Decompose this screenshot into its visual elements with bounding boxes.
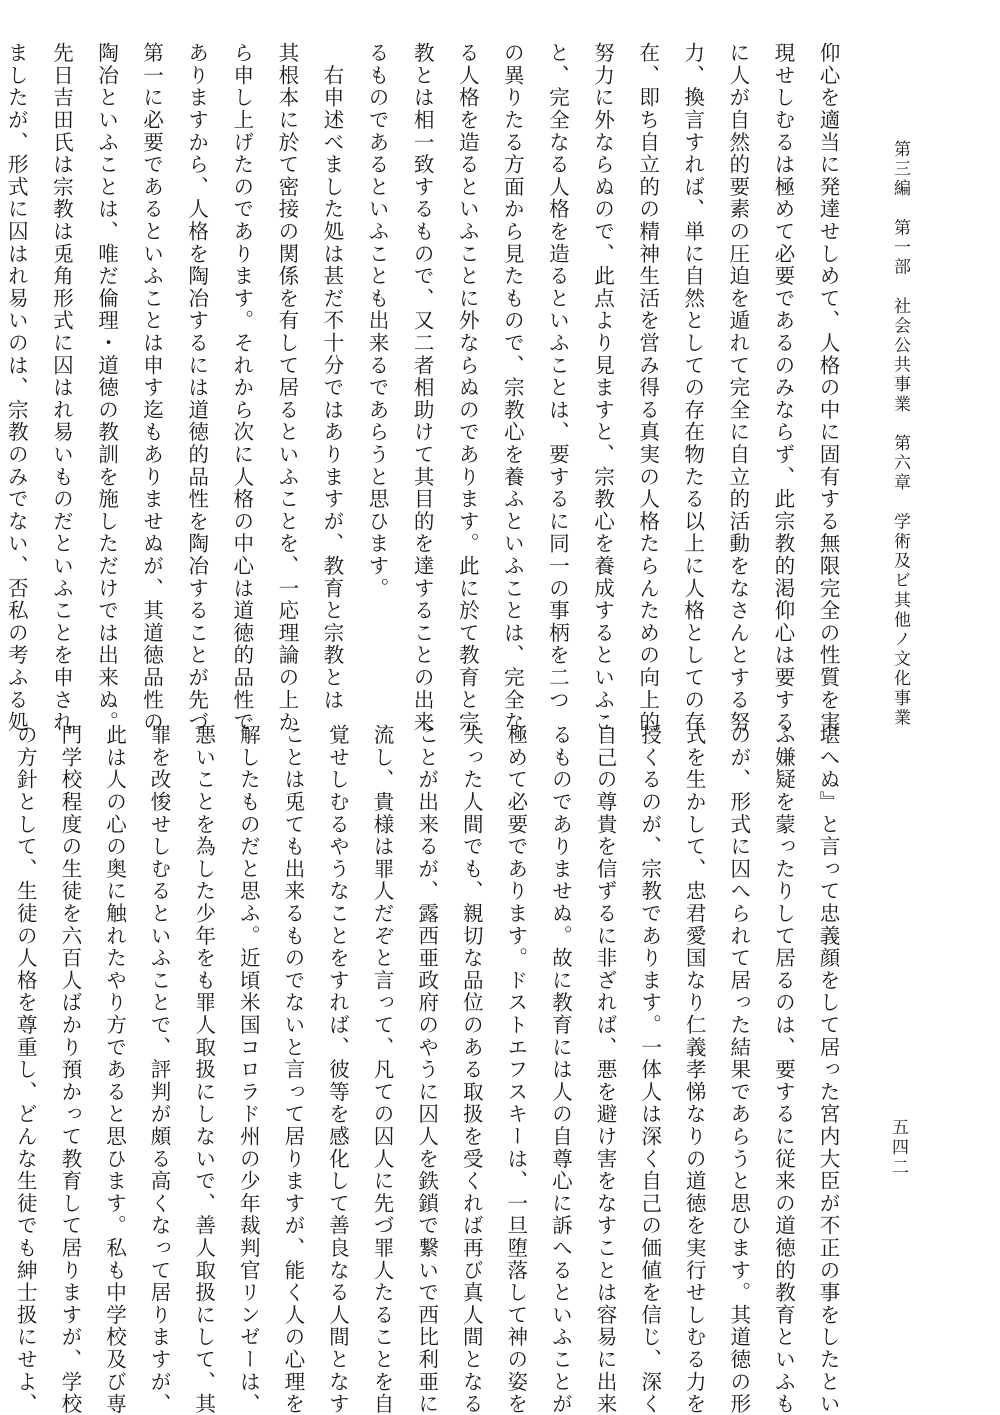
upper-text-block [0,42,850,734]
text-line: 悪いことを為した少年をも罪人取扱にしないで、善人取扱にして、其 [191,724,216,1415]
text-line: 式を生かして、忠君愛国なり仁義孝悌なりの道徳を実行せしむる力を [682,724,707,1415]
text-line: るものであるといふことも出来るであらうと思ひます。 [365,42,390,600]
text-line: の方針として、生徒の人格を尊重し、どんな生徒でも紳士扱にせよ、 [13,724,38,1415]
text-line: ことは兎ても出来るものでないと言って居りますが、能く人の心理を [280,724,305,1415]
text-line: 此は人の心の奥に触れたやり方であると思ひます。私も中学校及び専 [102,724,127,1415]
text-line: ことが出来るが、露西亜政府のやうに囚人を鉄鎖で繋いで西比利亜に [414,724,439,1415]
text-line: 授くるのが、宗教であります。一体人は深く自己の価値を信じ、深く [637,724,662,1415]
text-line: 現せしむるは極めて必要であるのみならず、此宗教的渇仰心は要する [770,42,795,734]
page-number: 五四二 [888,1118,908,1178]
text-line: 自己の尊貴を信ずるに非ざれば、悪を避け害をなすことは容易に出来 [593,724,618,1415]
lower-text-block [0,724,850,1415]
text-line: 在、即ち自立的の精神生活を営み得る真実の人格たらんための向上的 [635,42,660,734]
text-line: るものでありませぬ。故に教育には人の自尊心に訴へるといふことが [548,724,573,1415]
text-line: のが、形式に囚へられて居った結果であらうと思ひます。其道徳の形 [726,724,751,1415]
text-line: 失った人間でも、親切な品位のある取扱を受くれば再び真人間となる [459,724,484,1415]
text-line: 陶冶といふことは、唯だ倫理・道徳の教訓を施しただけでは出来ぬ。 [94,42,119,734]
text-line: ありますから、人格を陶冶するには道徳的品性を陶冶することが先づ [184,42,209,734]
text-line: 仰心を適当に発達せしめて、人格の中に固有する無限完全の性質を実 [816,42,840,734]
text-line: の異りたる方面から見たもので、宗教心を養ふといふことは、完全な [500,42,525,734]
text-line: 力、換言すれば、単に自然としての存在物たる以上に人格としての存 [680,42,705,734]
text-line: 罪を改悛せしむるといふことで、評判が頗る高くなって居りますが、 [147,724,172,1415]
text-line: と、完全なる人格を造るといふことは、要するに同一の事柄を二つ [545,42,570,711]
text-line: 流し、貴様は罪人だぞと言って、凡ての囚人に先づ罪人たることを自 [370,724,395,1415]
text-line: 先日吉田氏は宗教は兎角形式に囚はれ易いものだといふことを申され [49,42,74,734]
text-line: 教とは相一致するもので、又二者相助けて其目的を達することの出来 [410,42,435,734]
text-line: 解したものだと思ふ。近頃米国コロラド州の少年裁判官リンゼーは、 [236,724,261,1415]
text-line: 覚せしむるやうなことをすれば、彼等を感化して善良なる人間となす [325,724,350,1415]
text-line: 堪へぬ』と言って忠義顔をして居った宮内大臣が不正の事をしたとい [816,724,840,1415]
text-line: に人が自然的要素の圧迫を遁れて完全に自立的活動をなさんとする努 [725,42,750,734]
text-line: 極めて必要であります。ドストエフスキーは、一旦堕落して神の姿を [503,724,528,1415]
text-line: 門学校程度の生徒を六百人ばかり預かって教育して居りますが、学校 [57,724,82,1415]
text-line: ら申し上げたのであります。それから次に人格の中心は道徳的品性で [229,42,254,734]
text-line: 右申述べました処は甚だ不十分ではありますが、教育と宗教とは [319,42,344,711]
text-line: 第一に必要であるといふことは申す迄もありませぬが、其道徳品性の [139,42,164,734]
running-header: 第三編 第一部 社会公共事業 第六章 学術及ビ其他ノ文化事業 [890,140,910,728]
text-line: る人格を造るといふことに外ならぬのであります。此に於て教育と宗 [455,42,480,734]
text-line: ましたが、形式に囚はれ易いのは、宗教のみでない、否私の考ふる処 [4,42,29,734]
text-line: ふ嫌疑を蒙ったりして居るのは、要するに従来の道徳的教育といふも [771,724,796,1415]
text-line: 努力に外ならぬので、此点より見ますと、宗教心を養成するといふこ [590,42,615,734]
text-line: 其根本に於て密接の関係を有して居るといふことを、一応理論の上か [274,42,299,734]
text-line [0,724,3,1384]
